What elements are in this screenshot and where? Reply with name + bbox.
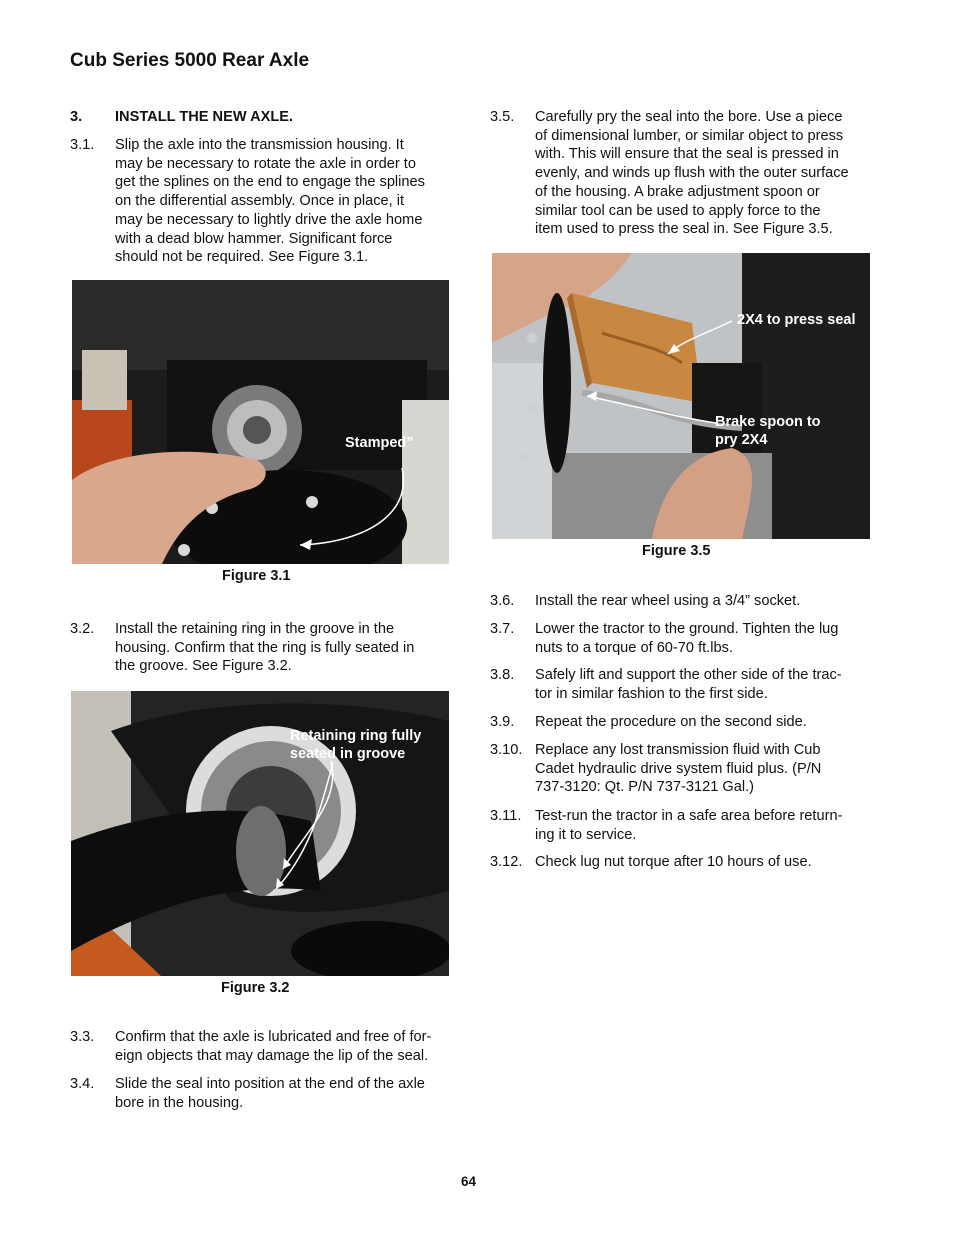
step-line: Install the retaining ring in the groove in the [115, 621, 395, 637]
figure-3-1-photo [72, 280, 449, 564]
step-3-4 [70, 1075, 460, 1115]
step-line: eign objects that may damage the lip of the seal. [115, 1047, 429, 1064]
step-line: with. This will ensure that the seal is pressed in [535, 146, 839, 163]
step-line: ing it to service. [535, 826, 637, 843]
step-line: Confirm that the axle is lubricated and free of for- [115, 1029, 432, 1045]
step-3-8 [490, 666, 880, 706]
step-line: on the differential assembly. Once in place, it [115, 193, 405, 210]
step-3-10 [490, 741, 880, 801]
step-line: Repeat the procedure on the second side. [535, 714, 807, 730]
step-3-5 [490, 108, 880, 243]
step-3-7 [490, 620, 880, 660]
step-line: Check lug nut torque after 10 hours of use. [535, 854, 812, 870]
step-number: 3.6. [490, 593, 515, 609]
step-line: nuts to a torque of 60-70 ft.lbs. [535, 639, 733, 656]
callout-line: Brake spoon to [715, 414, 821, 430]
figure-3-5-photo [492, 253, 870, 539]
step-line: the groove. See Figure 3.2. [115, 658, 292, 675]
figure-3-2-caption: Figure 3.2 [221, 980, 290, 996]
step-number: 3.7. [490, 621, 515, 637]
step-line: Install the rear wheel using a 3/4” socket. [535, 593, 801, 609]
step-line: Slip the axle into the transmission housing. It [115, 137, 404, 153]
step-line: item used to press the seal in. See Figure 3.5. [535, 221, 833, 238]
step-number: 3.10. [490, 742, 523, 758]
step-line: of dimensional lumber, or similar object to press [535, 127, 844, 144]
step-number: 3. [70, 109, 83, 125]
step-heading: INSTALL THE NEW AXLE. [115, 109, 294, 125]
step-line: housing. Confirm that the ring is fully seated in [115, 639, 415, 656]
figure-3-5-caption: Figure 3.5 [642, 543, 711, 559]
figure-3-5-callout-lumber: 2X4 to press seal [737, 312, 856, 328]
step-number: 3.4. [70, 1076, 95, 1092]
step-line: similar tool can be used to apply force to the [535, 202, 821, 219]
figure-3-2-callout [290, 727, 421, 763]
step-3-9 [490, 713, 880, 733]
figure-3-5-callout-spoon [715, 413, 821, 449]
step-3-2 [70, 620, 460, 680]
step-number: 3.9. [490, 714, 515, 730]
step-number: 3.3. [70, 1029, 95, 1045]
step-3 [70, 108, 460, 128]
figure-3-1-callout: Stamped” [345, 435, 414, 451]
callout-line: Retaining ring fully [290, 728, 422, 744]
figure-3-1-caption: Figure 3.1 [222, 568, 291, 584]
step-number: 3.1. [70, 137, 95, 153]
step-line: evenly, and winds up flush with the outer surface [535, 165, 849, 182]
step-number: 3.12. [490, 854, 523, 870]
step-3-6 [490, 592, 880, 612]
step-line: Safely lift and support the other side of the trac- [535, 667, 842, 683]
step-line: Slide the seal into position at the end of the axle [115, 1076, 425, 1092]
step-3-3 [70, 1028, 460, 1068]
step-line: bore in the housing. [115, 1094, 244, 1111]
step-number: 3.5. [490, 109, 515, 125]
step-line: of the housing. A brake adjustment spoon or [535, 183, 820, 200]
step-line: tor in similar fashion to the first side. [535, 685, 768, 702]
step-line: Lower the tractor to the ground. Tighten the lug [535, 621, 839, 637]
step-line: Replace any lost transmission fluid with Cub [535, 742, 821, 758]
page-title: Cub Series 5000 Rear Axle [70, 50, 310, 71]
step-line: with a dead blow hammer. Significant force [115, 230, 393, 247]
callout-line: pry 2X4 [715, 432, 768, 448]
step-line: Test-run the tractor in a safe area before return- [535, 808, 843, 824]
step-line: Carefully pry the seal into the bore. Use a piece [535, 109, 843, 125]
step-number: 3.11. [490, 808, 522, 824]
step-number: 3.2. [70, 621, 95, 637]
step-line: may be necessary to rotate the axle in order to [115, 155, 416, 172]
step-line: should not be required. See Figure 3.1. [115, 249, 369, 266]
step-line: may be necessary to lightly drive the axle home [115, 211, 423, 228]
page-number: 64 [461, 1174, 477, 1189]
step-line: 737-3120: Qt. P/N 737-3121 Gal.) [535, 779, 755, 796]
step-line: get the splines on the end to engage the splines [115, 174, 425, 191]
step-3-11 [490, 807, 880, 847]
step-line: Cadet hydraulic drive system fluid plus. (P/N [535, 760, 822, 777]
step-3-1 [70, 136, 460, 271]
step-number: 3.8. [490, 667, 515, 683]
callout-line: seated in groove [290, 746, 406, 762]
step-3-12 [490, 853, 880, 873]
